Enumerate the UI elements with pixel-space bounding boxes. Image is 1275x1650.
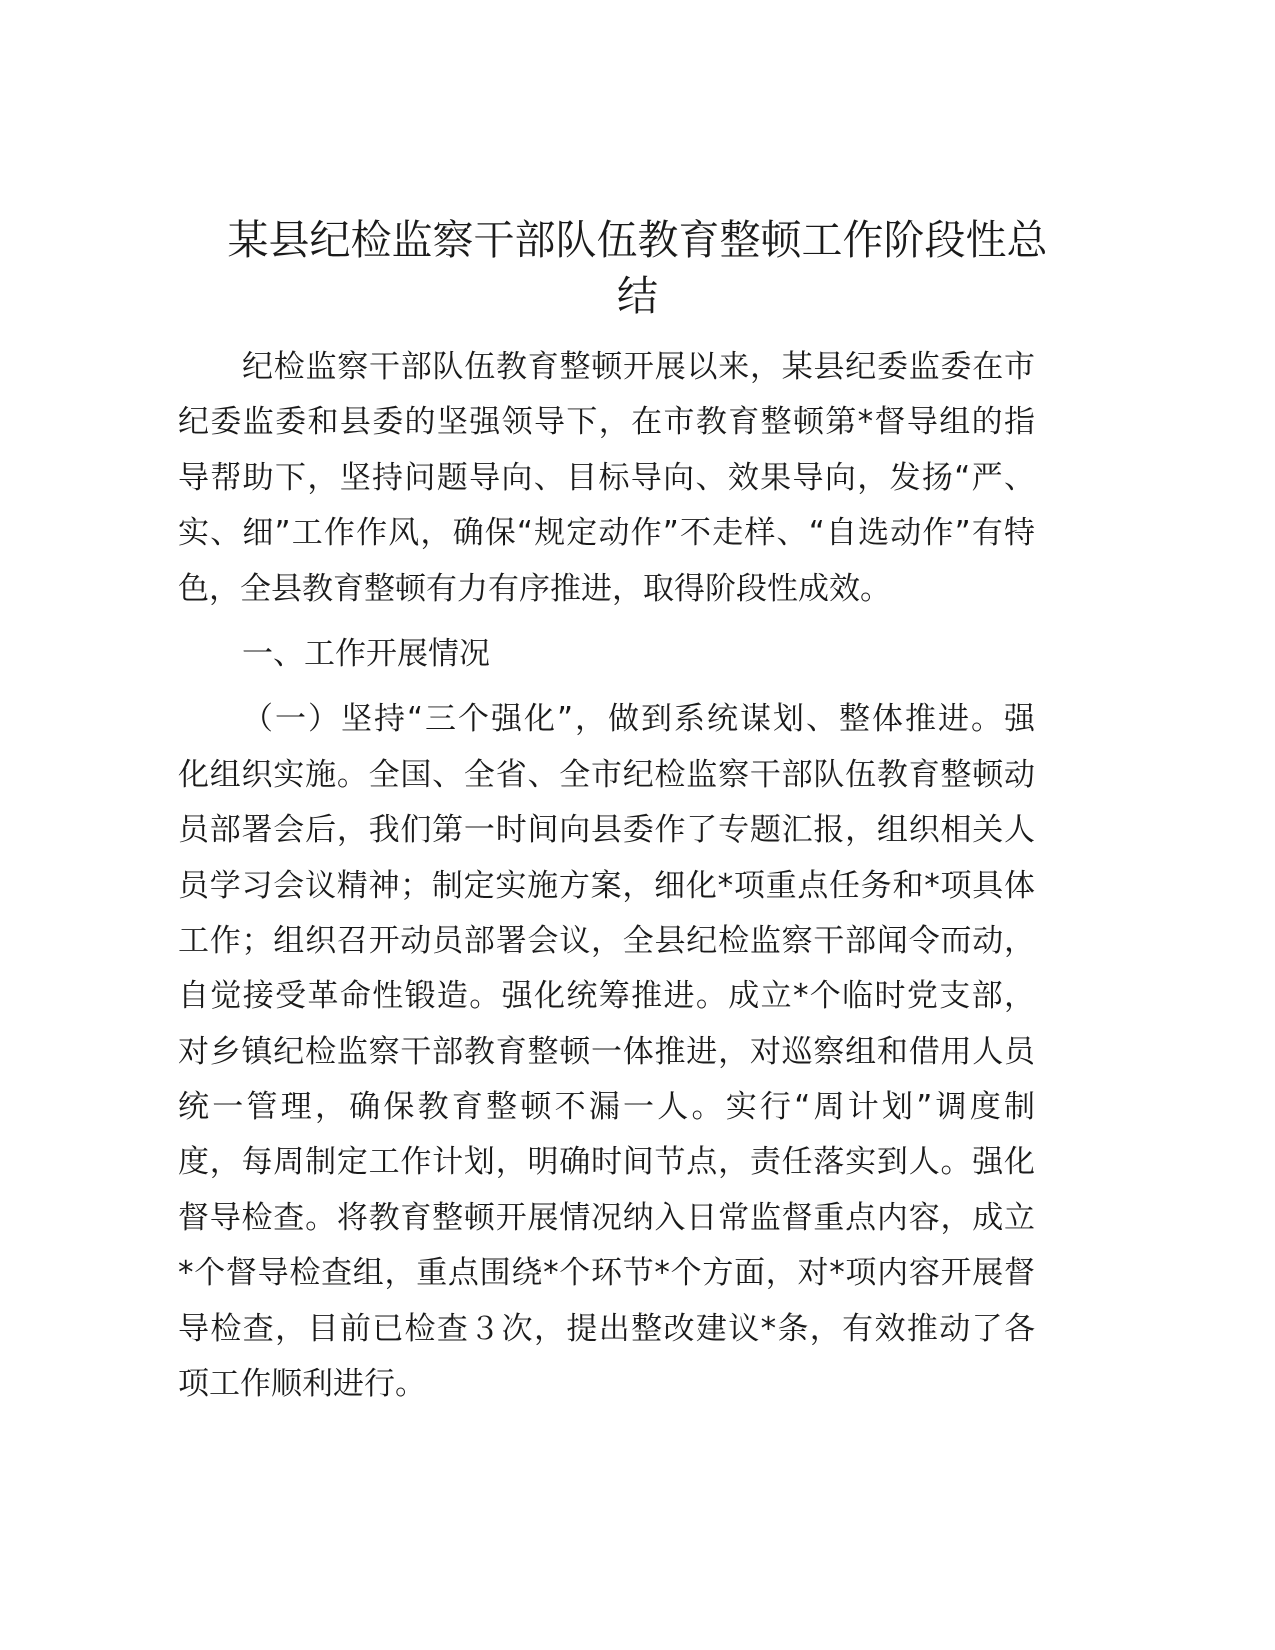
text-line: 督导检查。将教育整顿开展情况纳入日常监督重点内容，成立 [178, 1199, 1035, 1236]
text-line: 实、细”工作作风，确保“规定动作”不走样、“自选动作”有特 [178, 515, 1035, 552]
text-line: 员学习会议精神；制定实施方案，细化*项重点任务和*项具体 [178, 867, 1035, 904]
title-line: 结 [617, 272, 658, 320]
text-line: 化组织实施。全国、全省、全市纪检监察干部队伍教育整顿动 [178, 756, 1035, 793]
text-line: 对乡镇纪检监察干部教育整顿一体推进，对巡察组和借用人员 [178, 1033, 1035, 1070]
text-line: 度，每周制定工作计划，明确时间节点，责任落实到人。强化 [178, 1144, 1035, 1181]
text-line: 纪检监察干部队伍教育整顿开展以来，某县纪委监委在市 [242, 349, 1035, 385]
text-line: 自觉接受革命性锻造。强化统筹推进。成立*个临时党支部， [178, 978, 1035, 1015]
text-line: 色，全县教育整顿有力有序推进，取得阶段性成效。 [178, 570, 891, 607]
text-line: 统一管理，确保教育整顿不漏一人。实行“周计划”调度制 [178, 1089, 1035, 1126]
text-line: （一）坚持“三个强化”，做到系统谋划、整体推进。强 [242, 701, 1035, 738]
document-title [0, 212, 1275, 324]
text-line: 导检查，目前已检查３次，提出整改建议*条，有效推动了各 [178, 1310, 1035, 1347]
document-body [178, 340, 1035, 1422]
section-heading [178, 627, 1035, 682]
text-line: 一、工作开展情况 [242, 635, 490, 672]
text-line: 项工作顺利进行。 [178, 1366, 426, 1403]
paragraph [178, 692, 1035, 1412]
text-line: 工作；组织召开动员部署会议，全县纪检监察干部闻令而动， [178, 922, 1035, 959]
title-line: 某县纪检监察干部队伍教育整顿工作阶段性总 [227, 216, 1048, 264]
text-line: *个督导检查组，重点围绕*个环节*个方面，对*项内容开展督 [178, 1255, 1035, 1292]
text-line: 员部署会后，我们第一时间向县委作了专题汇报，组织相关人 [178, 812, 1035, 849]
text-line: 导帮助下，坚持问题导向、目标导向、效果导向，发扬“严、 [178, 459, 1035, 496]
text-line: 纪委监委和县委的坚强领导下，在市教育整顿第*督导组的指 [178, 404, 1035, 441]
paragraph [178, 340, 1035, 617]
